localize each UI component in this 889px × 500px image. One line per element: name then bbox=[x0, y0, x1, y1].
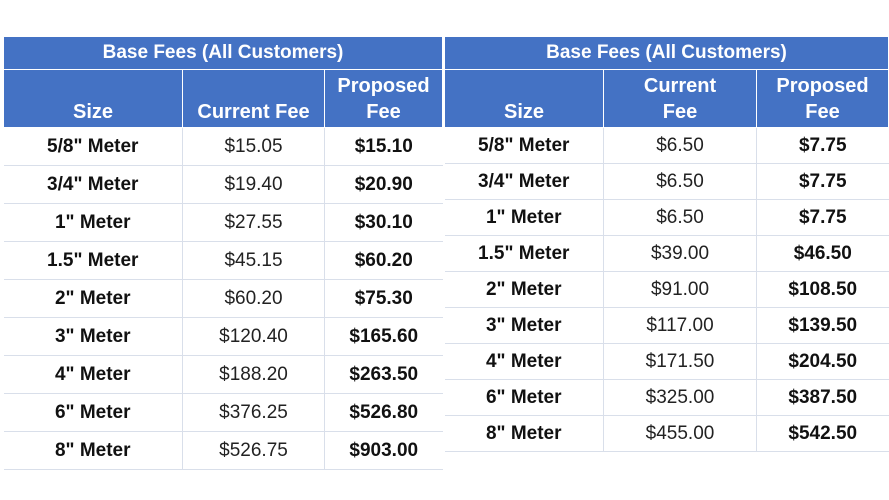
left-proposed-header bbox=[325, 70, 443, 128]
size-cell: 6" Meter bbox=[4, 394, 183, 432]
current-fee-cell: $60.20 bbox=[183, 280, 325, 318]
left-current-header: Current Fee bbox=[183, 70, 325, 128]
table-row bbox=[445, 272, 889, 308]
size-cell: 4" Meter bbox=[445, 344, 604, 380]
size-cell: 4" Meter bbox=[4, 356, 183, 394]
proposed-fee-cell: $7.75 bbox=[757, 200, 889, 236]
left-proposed-header-line2: Fee bbox=[366, 101, 401, 123]
size-cell: 1.5" Meter bbox=[445, 236, 604, 272]
size-cell: 8" Meter bbox=[445, 416, 604, 452]
table-row bbox=[4, 356, 443, 394]
right-fee-table bbox=[444, 36, 889, 452]
proposed-fee-cell: $139.50 bbox=[757, 308, 889, 344]
current-fee-cell: $39.00 bbox=[604, 236, 757, 272]
proposed-fee-cell: $60.20 bbox=[325, 242, 443, 280]
right-current-header-line1: Current bbox=[643, 75, 717, 97]
size-cell: 3/4" Meter bbox=[445, 164, 604, 200]
right-proposed-header-line1: Proposed bbox=[776, 75, 869, 97]
size-cell: 3" Meter bbox=[4, 318, 183, 356]
current-fee-cell: $6.50 bbox=[604, 164, 757, 200]
current-fee-cell: $325.00 bbox=[604, 380, 757, 416]
table-row bbox=[4, 280, 443, 318]
proposed-fee-cell: $526.80 bbox=[325, 394, 443, 432]
size-cell: 3" Meter bbox=[445, 308, 604, 344]
size-cell: 5/8" Meter bbox=[4, 128, 183, 166]
current-fee-cell: $120.40 bbox=[183, 318, 325, 356]
current-fee-cell: $117.00 bbox=[604, 308, 757, 344]
current-fee-cell: $526.75 bbox=[183, 432, 325, 470]
proposed-fee-cell: $15.10 bbox=[325, 128, 443, 166]
current-fee-cell: $376.25 bbox=[183, 394, 325, 432]
table-row bbox=[445, 416, 889, 452]
proposed-fee-cell: $75.30 bbox=[325, 280, 443, 318]
proposed-fee-cell: $108.50 bbox=[757, 272, 889, 308]
right-size-header: Size bbox=[445, 70, 604, 128]
proposed-fee-cell: $7.75 bbox=[757, 128, 889, 164]
left-header-row bbox=[4, 70, 443, 128]
table-row bbox=[445, 128, 889, 164]
right-proposed-header bbox=[757, 70, 889, 128]
proposed-fee-cell: $30.10 bbox=[325, 204, 443, 242]
size-cell: 6" Meter bbox=[445, 380, 604, 416]
current-fee-cell: $19.40 bbox=[183, 166, 325, 204]
current-fee-cell: $6.50 bbox=[604, 200, 757, 236]
table-row bbox=[445, 308, 889, 344]
proposed-fee-cell: $542.50 bbox=[757, 416, 889, 452]
right-header-row bbox=[445, 70, 889, 128]
current-fee-cell: $91.00 bbox=[604, 272, 757, 308]
current-fee-cell: $455.00 bbox=[604, 416, 757, 452]
proposed-fee-cell: $204.50 bbox=[757, 344, 889, 380]
current-fee-cell: $171.50 bbox=[604, 344, 757, 380]
right-table-title: Base Fees (All Customers) bbox=[445, 37, 889, 70]
proposed-fee-cell: $387.50 bbox=[757, 380, 889, 416]
table-row bbox=[4, 394, 443, 432]
proposed-fee-cell: $20.90 bbox=[325, 166, 443, 204]
current-fee-cell: $6.50 bbox=[604, 128, 757, 164]
table-row bbox=[4, 166, 443, 204]
current-fee-cell: $188.20 bbox=[183, 356, 325, 394]
table-row bbox=[4, 318, 443, 356]
table-row bbox=[4, 204, 443, 242]
right-proposed-header-line2: Fee bbox=[805, 101, 840, 123]
table-row bbox=[4, 432, 443, 470]
right-current-header-line2: Fee bbox=[662, 101, 698, 123]
left-proposed-header-line1: Proposed bbox=[337, 75, 430, 97]
size-cell: 1" Meter bbox=[4, 204, 183, 242]
table-row bbox=[445, 344, 889, 380]
proposed-fee-cell: $165.60 bbox=[325, 318, 443, 356]
left-table-title: Base Fees (All Customers) bbox=[4, 37, 443, 70]
current-fee-cell: $27.55 bbox=[183, 204, 325, 242]
size-cell: 2" Meter bbox=[4, 280, 183, 318]
table-row bbox=[445, 164, 889, 200]
current-fee-cell: $45.15 bbox=[183, 242, 325, 280]
size-cell: 1.5" Meter bbox=[4, 242, 183, 280]
left-fee-table bbox=[3, 36, 443, 470]
proposed-fee-cell: $263.50 bbox=[325, 356, 443, 394]
current-fee-cell: $15.05 bbox=[183, 128, 325, 166]
size-cell: 8" Meter bbox=[4, 432, 183, 470]
size-cell: 5/8" Meter bbox=[445, 128, 604, 164]
table-row bbox=[445, 236, 889, 272]
right-title-row bbox=[445, 37, 889, 70]
size-cell: 2" Meter bbox=[445, 272, 604, 308]
proposed-fee-cell: $7.75 bbox=[757, 164, 889, 200]
proposed-fee-cell: $903.00 bbox=[325, 432, 443, 470]
table-row bbox=[4, 128, 443, 166]
proposed-fee-cell: $46.50 bbox=[757, 236, 889, 272]
table-row bbox=[445, 380, 889, 416]
table-row bbox=[445, 200, 889, 236]
left-title-row bbox=[4, 37, 443, 70]
left-size-header: Size bbox=[4, 70, 183, 128]
right-current-header bbox=[604, 70, 757, 128]
table-row bbox=[4, 242, 443, 280]
size-cell: 3/4" Meter bbox=[4, 166, 183, 204]
size-cell: 1" Meter bbox=[445, 200, 604, 236]
